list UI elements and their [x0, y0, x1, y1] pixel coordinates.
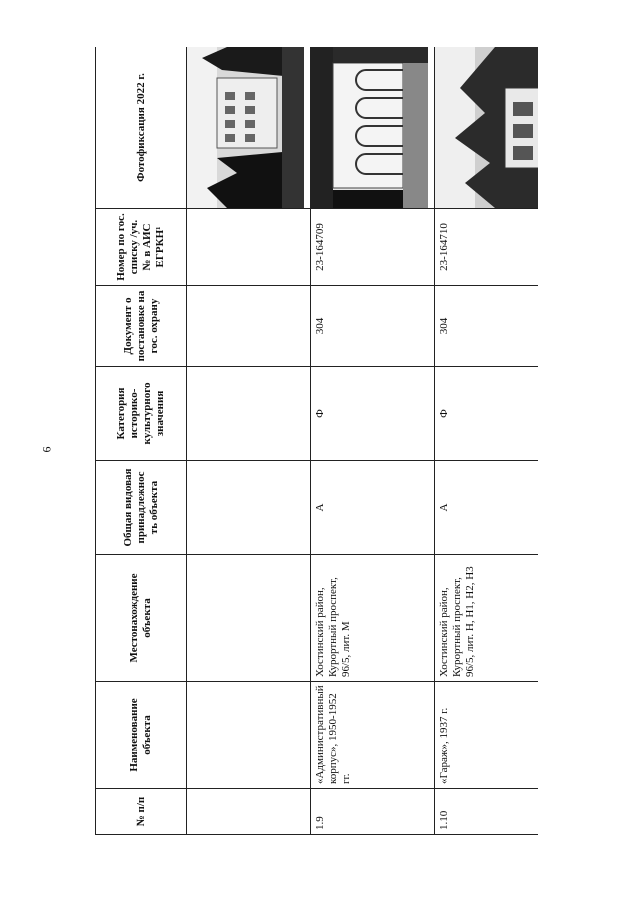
table-row — [435, 47, 539, 835]
cell-type: А — [311, 461, 435, 555]
table-frame — [95, 47, 538, 835]
header-type: Общая видовая принадлежнос ть объекта — [96, 461, 187, 555]
cell-photo — [187, 47, 311, 209]
cell-location — [187, 555, 311, 682]
header-name: Наименование объекта — [96, 682, 187, 789]
photo-administrative-building — [311, 47, 428, 208]
objects-table — [95, 47, 538, 835]
cell-category: Ф — [311, 367, 435, 461]
cell-category — [187, 367, 311, 461]
cell-name — [187, 682, 311, 789]
header-photo: Фотофиксация 2022 г. — [96, 47, 187, 209]
cell-category: Ф — [435, 367, 539, 461]
header-category: Категория историко-культурного значения — [96, 367, 187, 461]
cell-document: 304 — [311, 286, 435, 367]
cell-location: Хостинский район, Курортный проспект, 96/5, лит. М — [311, 555, 435, 682]
cell-photo — [435, 47, 539, 209]
cell-document: 304 — [435, 286, 539, 367]
page-number: 6 — [39, 446, 54, 453]
cell-num: 1.10 — [435, 789, 539, 835]
cell-reg-number: 23-164709 — [311, 209, 435, 286]
cell-photo — [311, 47, 435, 209]
header-location: Местонахождение объекта — [96, 555, 187, 682]
header-document: Документ о постановке на гос. охрану — [96, 286, 187, 367]
cell-reg-number: 23-164710 — [435, 209, 539, 286]
cell-num: 1.9 — [311, 789, 435, 835]
cell-type: А — [435, 461, 539, 555]
table-header-row — [96, 47, 187, 835]
table-row — [187, 47, 311, 835]
cell-name: «Гараж», 1937 г. — [435, 682, 539, 789]
cell-type — [187, 461, 311, 555]
photo-building-trees — [187, 47, 304, 208]
cell-name: «Административный корпус», 1950-1952 гг. — [311, 682, 435, 789]
cell-reg-number — [187, 209, 311, 286]
header-num: № п/п — [96, 789, 187, 835]
table-row — [311, 47, 435, 835]
cell-location: Хостинский район, Курортный проспект, 96/5, лит. Н, Н1, Н2, Н3 — [435, 555, 539, 682]
header-reg-number: Номер по гос. списку /уч. № в АИС ЕГРКН¹ — [96, 209, 187, 286]
cell-num — [187, 789, 311, 835]
cell-document — [187, 286, 311, 367]
photo-garage-trees — [435, 47, 538, 208]
